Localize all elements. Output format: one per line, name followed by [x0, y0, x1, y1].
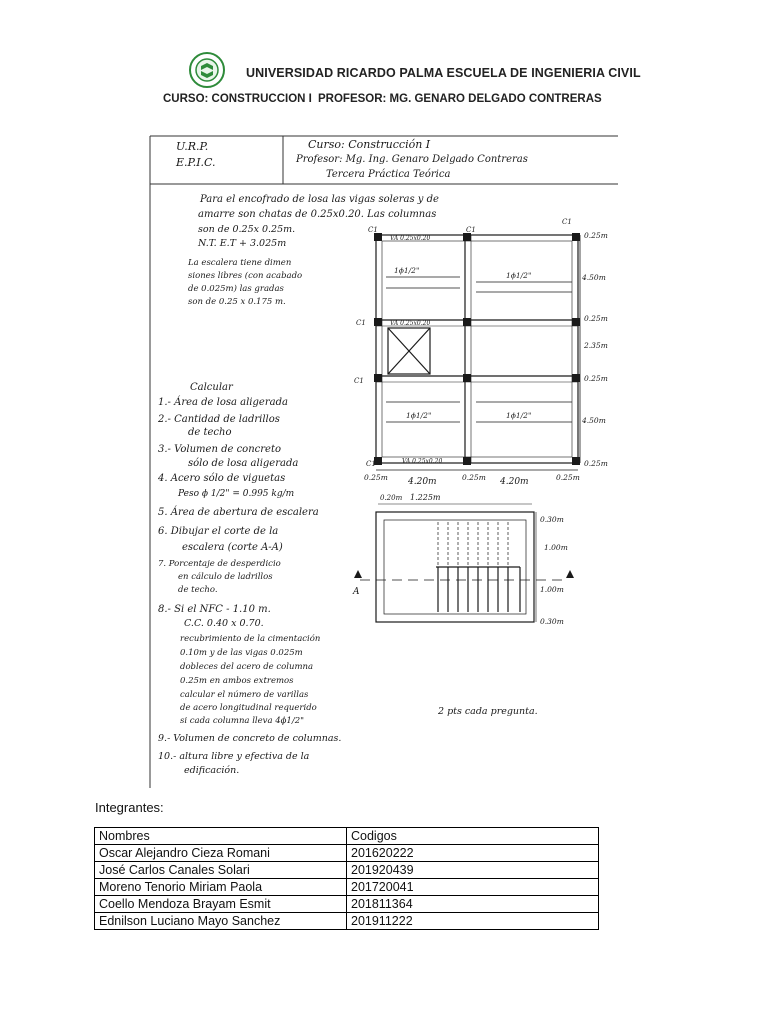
question-line: en cálculo de ladrillos [178, 572, 273, 582]
sheet-course: Curso: Construcción I [308, 138, 431, 151]
question-line: 9.- Volumen de concreto de columnas. [158, 733, 342, 744]
sheet-practice-title: Tercera Práctica Teórica [326, 169, 451, 180]
plan-right-dim: 2.35m [584, 341, 608, 350]
question-line: dobleces del acero de columna [180, 662, 314, 672]
member-code: 201720041 [347, 879, 599, 896]
beam-label: VA 0.25x0.20 [390, 235, 431, 242]
member-name: Ednilson Luciano Mayo Sanchez [95, 913, 347, 930]
sheet-epic: E.P.I.C. [176, 156, 216, 169]
stair-top-dim: 1.225m [410, 493, 441, 502]
beam-label: VA 0.25x0.20 [390, 320, 431, 327]
question-line: de techo [188, 427, 232, 438]
plan-right-dim: 4.50m [582, 416, 606, 425]
beam-label: VA 0.25x0.20 [402, 458, 443, 465]
question-line: Peso ϕ 1/2" = 0.995 kg/m [178, 489, 295, 499]
bar-label: 1ϕ1/2" [394, 266, 420, 275]
stair-detail [360, 504, 568, 622]
intro-line: son de 0.25x 0.25m. [198, 224, 296, 235]
document-header [0, 0, 768, 120]
question-line: calcular el número de varillas [180, 690, 309, 700]
intro-line: Para el encofrado de losa las vigas soleras y de [200, 194, 439, 205]
question-line: recubrimiento de la cimentación [180, 634, 321, 644]
table-header-row [95, 828, 599, 845]
stair-note-line: siones libres (con acabado [188, 271, 303, 281]
question-line: 7. Porcentaje de desperdicio [158, 559, 281, 569]
question-line: 8.- Si el NFC - 1.10 m. [158, 604, 271, 615]
question-line: si cada columna lleva 4ϕ1/2" [180, 716, 305, 726]
member-code: 201920439 [347, 862, 599, 879]
stair-note-line: son de 0.25 x 0.175 m. [188, 297, 286, 307]
member-name: José Carlos Canales Solari [95, 862, 347, 879]
column-label: C1 [466, 226, 476, 234]
sheet-urp: U.R.P. [176, 140, 209, 153]
plan-right-dim: 0.25m [584, 314, 608, 323]
member-name: Moreno Tenorio Miriam Paola [95, 879, 347, 896]
plan-right-dim: 0.25m [584, 459, 608, 468]
section-arrow-left-icon [354, 570, 362, 578]
plan-right-dim: 4.50m [582, 273, 606, 282]
calcular-label: Calcular [190, 382, 233, 393]
stair-note-line: de 0.025m) las gradas [188, 284, 284, 294]
integrantes-label: Integrantes: [95, 800, 164, 815]
stair-right-dim: 1.00m [544, 543, 568, 552]
member-name: Oscar Alejandro Cieza Romani [95, 845, 347, 862]
bar-label: 1ϕ1/2" [506, 411, 532, 420]
question-line: 6. Dibujar el corte de la [158, 526, 279, 537]
column-label: C1 [354, 377, 364, 385]
university-name: UNIVERSIDAD RICARDO PALMA ESCUELA DE INGENIERIA CIVIL [246, 66, 641, 80]
question-line: 4. Acero sólo de viguetas [158, 473, 286, 484]
table-row [95, 845, 599, 862]
member-code: 201620222 [347, 845, 599, 862]
university-seal-icon [189, 52, 225, 88]
stair-right-dim: 1.00m [540, 585, 564, 594]
course-label: CURSO: CONSTRUCCION I [163, 93, 312, 105]
stair-right-dim: 0.30m [540, 515, 564, 524]
table-row [95, 879, 599, 896]
question-line: 1.- Área de losa aligerada [158, 397, 288, 408]
plan-bottom-dim: 0.25m [462, 473, 486, 482]
table-row [95, 913, 599, 930]
plan-bottom-dim: 4.20m [408, 477, 437, 487]
intro-line: N.T. E.T + 3.025m [198, 238, 287, 249]
column-label: C1 [368, 226, 378, 234]
question-line: de acero longitudinal requerido [180, 703, 317, 713]
member-code: 201811364 [347, 896, 599, 913]
bar-label: 1ϕ1/2" [406, 411, 432, 420]
intro-line: amarre son chatas de 0.25x0.20. Las columnas [198, 209, 437, 220]
question-line: de techo. [178, 585, 218, 595]
column-label: C1 [356, 319, 366, 327]
plan-bottom-dim: 0.25m [556, 473, 580, 482]
column-label: C1 [562, 218, 572, 226]
question-line: 10.- altura libre y efectiva de la [158, 751, 310, 762]
question-line: 0.25m en ambos extremos [180, 676, 294, 686]
stair-note-line: La escalera tiene dimen [188, 258, 292, 268]
stair-right-dim: 0.30m [540, 617, 564, 626]
question-line: edificación. [184, 765, 240, 776]
question-line: 5. Área de abertura de escalera [158, 507, 319, 518]
question-line: C.C. 0.40 x 0.70. [184, 618, 264, 629]
plan-right-dim: 0.25m [584, 374, 608, 383]
section-label: A [353, 587, 360, 597]
question-line: 3.- Volumen de concreto [158, 444, 281, 455]
bar-label: 1ϕ1/2" [506, 271, 532, 280]
professor-label: PROFESOR: MG. GENARO DELGADO CONTRERAS [318, 93, 602, 105]
header-cell: Codigos [347, 828, 599, 845]
plan-right-dim: 0.25m [584, 231, 608, 240]
stair-top-dim: 0.20m [380, 494, 403, 502]
sheet-professor: Profesor: Mg. Ing. Genaro Delgado Contreras [296, 154, 528, 165]
table-row [95, 862, 599, 879]
question-line: escalera (corte A-A) [182, 542, 283, 553]
section-arrow-right-icon [566, 570, 574, 578]
members-table [94, 827, 599, 930]
question-line: 2.- Cantidad de ladrillos [158, 414, 280, 425]
handwritten-exam-sheet [148, 132, 620, 790]
column-label: C1 [366, 460, 376, 468]
member-name: Coello Mendoza Brayam Esmit [95, 896, 347, 913]
question-line: sólo de losa aligerada [188, 458, 299, 469]
table-row [95, 896, 599, 913]
points-note: 2 pts cada pregunta. [438, 706, 538, 717]
header-cell: Nombres [95, 828, 347, 845]
question-line: 0.10m y de las vigas 0.025m [180, 648, 303, 658]
member-code: 201911222 [347, 913, 599, 930]
plan-bottom-dim: 0.25m [364, 473, 388, 482]
plan-bottom-dim: 4.20m [500, 477, 529, 487]
